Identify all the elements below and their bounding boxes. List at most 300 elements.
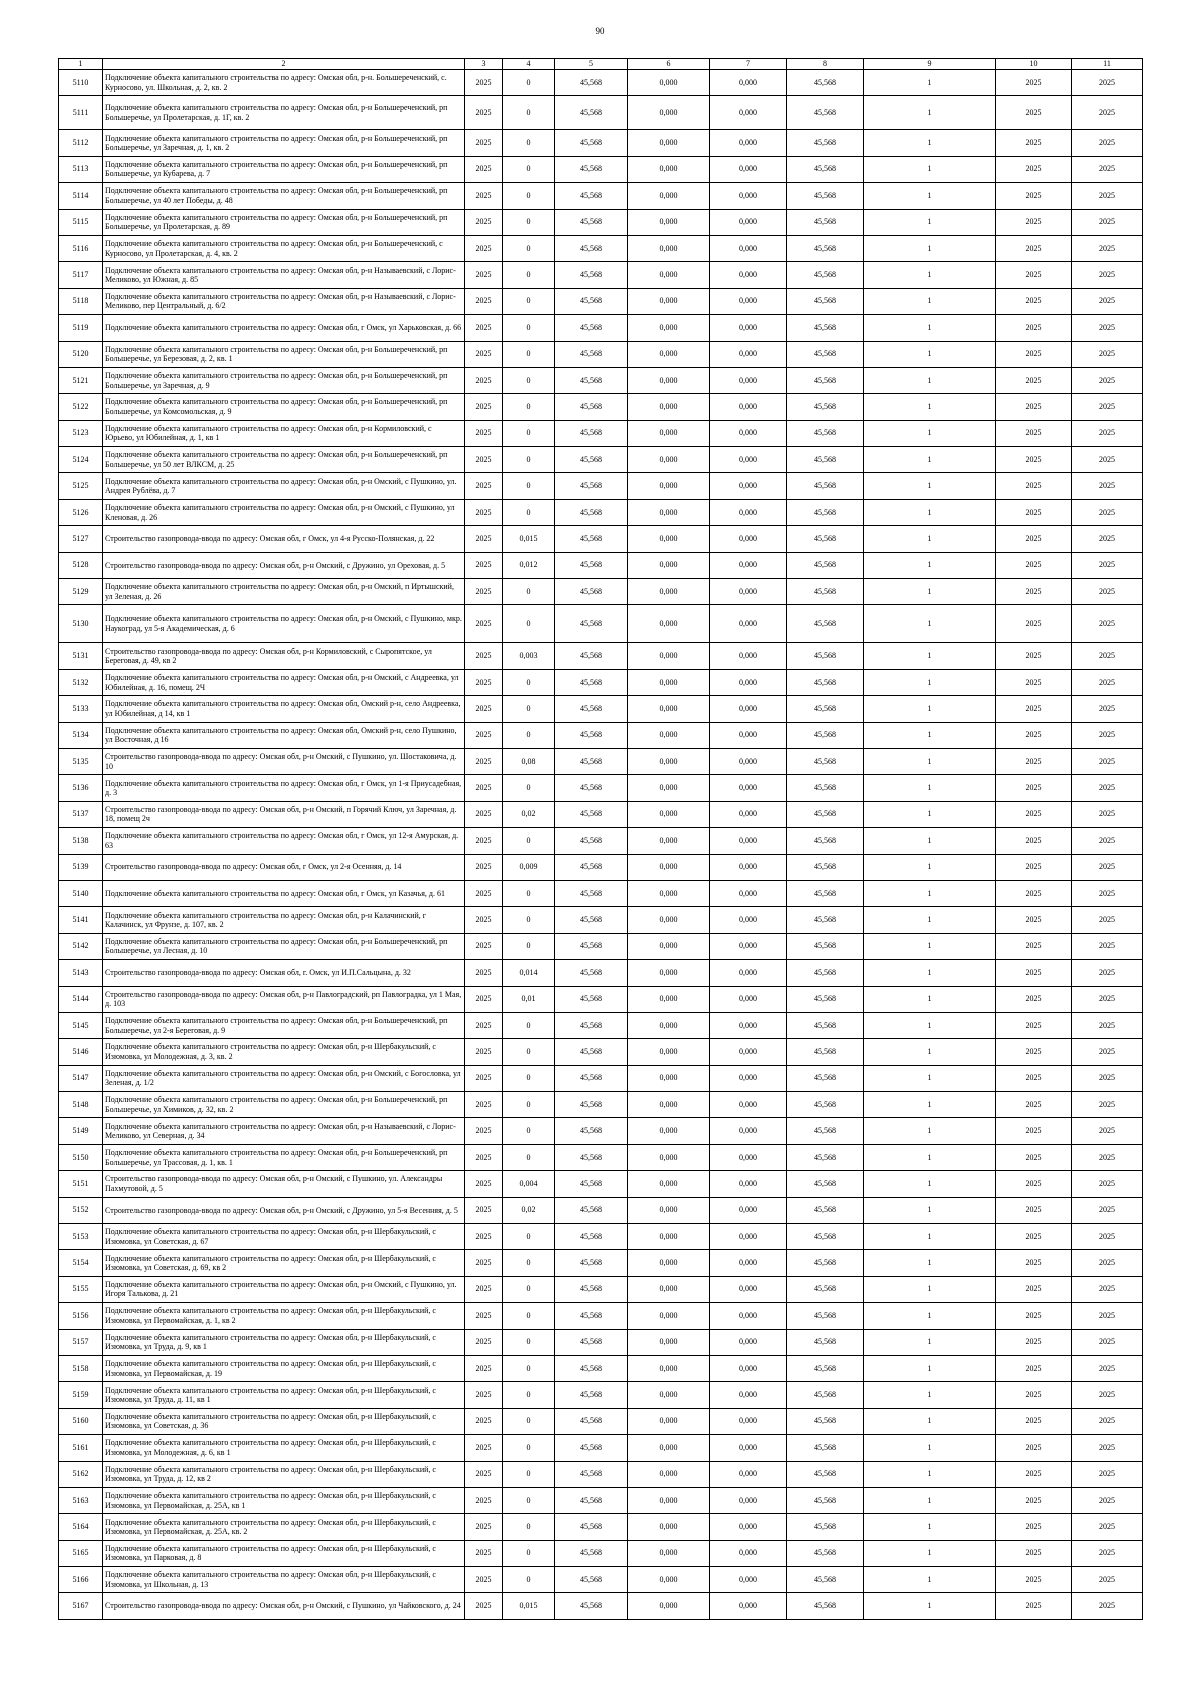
cell-year-start: 2025 (465, 605, 503, 643)
cell-cost-col6: 0,000 (628, 1224, 710, 1250)
cell-row-number: 5142 (59, 933, 103, 959)
cell-cost-col7: 0,000 (710, 1461, 787, 1487)
cell-cost-col8: 45,568 (787, 854, 864, 880)
cell-cost-col7: 0,000 (710, 907, 787, 933)
cell-length: 0 (503, 367, 555, 393)
cell-cost-col6: 0,000 (628, 1567, 710, 1593)
cell-length: 0 (503, 130, 555, 156)
cell-cost-col7: 0,000 (710, 1250, 787, 1276)
cell-cost-col6: 0,000 (628, 262, 710, 288)
cell-length: 0 (503, 669, 555, 695)
cell-row-number: 5115 (59, 209, 103, 235)
cell-row-number: 5144 (59, 986, 103, 1012)
cell-year-end: 2025 (1072, 262, 1143, 288)
cell-quantity: 1 (864, 801, 996, 827)
cell-length: 0,02 (503, 801, 555, 827)
cell-quantity: 1 (864, 1487, 996, 1513)
cell-cost-col8: 45,568 (787, 933, 864, 959)
cell-quantity: 1 (864, 473, 996, 499)
cell-quantity: 1 (864, 1250, 996, 1276)
table-body (59, 70, 1143, 1620)
cell-length: 0 (503, 1355, 555, 1381)
cell-cost-total: 45,568 (555, 828, 628, 854)
cell-year-end: 2025 (1072, 1118, 1143, 1144)
cell-year-start: 2025 (465, 696, 503, 722)
cell-row-number: 5131 (59, 643, 103, 669)
table-row (59, 1408, 1143, 1434)
cell-description: Подключение объекта капитального строительства по адресу: Омская обл, р-н Большереченский, рп Большеречье, ул 2-я Береговая, д. 9 (103, 1012, 465, 1038)
cell-year-end: 2025 (1072, 775, 1143, 801)
cell-cost-col8: 45,568 (787, 1276, 864, 1302)
cell-cost-col6: 0,000 (628, 1144, 710, 1170)
cell-length: 0 (503, 1329, 555, 1355)
cell-cost-total: 45,568 (555, 526, 628, 552)
cell-cost-col6: 0,000 (628, 1408, 710, 1434)
cell-year-begin: 2025 (996, 854, 1072, 880)
cell-year-end: 2025 (1072, 183, 1143, 209)
cell-year-end: 2025 (1072, 156, 1143, 182)
cell-quantity: 1 (864, 367, 996, 393)
cell-year-begin: 2025 (996, 1514, 1072, 1540)
table-row (59, 394, 1143, 420)
cell-description: Подключение объекта капитального строительства по адресу: Омская обл, р-н Шербакульский, с Изюмовка, ул Советская, д. 67 (103, 1224, 465, 1250)
cell-row-number: 5121 (59, 367, 103, 393)
cell-length: 0,02 (503, 1197, 555, 1223)
cell-row-number: 5110 (59, 70, 103, 96)
cell-cost-col8: 45,568 (787, 1540, 864, 1566)
cell-quantity: 1 (864, 1224, 996, 1250)
table-row (59, 1171, 1143, 1197)
cell-description: Подключение объекта капитального строительства по адресу: Омская обл, Омский р-н, село Пушкино, ул Восточная, д 16 (103, 722, 465, 748)
cell-cost-col6: 0,000 (628, 960, 710, 986)
column-header: 7 (710, 59, 787, 70)
cell-cost-col7: 0,000 (710, 1065, 787, 1091)
cell-year-start: 2025 (465, 1118, 503, 1144)
cell-cost-col7: 0,000 (710, 1487, 787, 1513)
cell-cost-total: 45,568 (555, 1408, 628, 1434)
cell-year-end: 2025 (1072, 1355, 1143, 1381)
cell-row-number: 5156 (59, 1303, 103, 1329)
cell-description: Подключение объекта капитального строительства по адресу: Омская обл, р-н Шербакульский, с Изюмовка, ул Первомайская, д. 25А, кв 1 (103, 1487, 465, 1513)
table-row (59, 1276, 1143, 1302)
cell-quantity: 1 (864, 1092, 996, 1118)
cell-cost-col7: 0,000 (710, 1118, 787, 1144)
cell-year-end: 2025 (1072, 1171, 1143, 1197)
table-row (59, 156, 1143, 182)
cell-quantity: 1 (864, 288, 996, 314)
cell-cost-col7: 0,000 (710, 775, 787, 801)
cell-row-number: 5159 (59, 1382, 103, 1408)
cell-year-begin: 2025 (996, 447, 1072, 473)
cell-year-start: 2025 (465, 394, 503, 420)
cell-cost-total: 45,568 (555, 1224, 628, 1250)
cell-year-start: 2025 (465, 1012, 503, 1038)
cell-row-number: 5155 (59, 1276, 103, 1302)
cell-row-number: 5117 (59, 262, 103, 288)
cell-length: 0 (503, 1250, 555, 1276)
cell-cost-col8: 45,568 (787, 722, 864, 748)
cell-year-start: 2025 (465, 1540, 503, 1566)
cell-cost-col7: 0,000 (710, 1435, 787, 1461)
cell-description: Подключение объекта капитального строительства по адресу: Омская обл, р-н Большереченский, рп Большеречье, ул Кубарева, д. 7 (103, 156, 465, 182)
cell-length: 0 (503, 1303, 555, 1329)
cell-year-end: 2025 (1072, 235, 1143, 261)
cell-year-start: 2025 (465, 907, 503, 933)
cell-year-start: 2025 (465, 1276, 503, 1302)
cell-cost-col8: 45,568 (787, 1593, 864, 1619)
cell-description: Подключение объекта капитального строительства по адресу: Омская обл, р-н Омский, с Пушкино, ул. Игоря Талькова, д. 21 (103, 1276, 465, 1302)
cell-year-begin: 2025 (996, 70, 1072, 96)
cell-year-end: 2025 (1072, 1039, 1143, 1065)
cell-cost-col7: 0,000 (710, 1012, 787, 1038)
cell-description: Подключение объекта капитального строительства по адресу: Омская обл, г Омск, ул Харьковская, д. 66 (103, 315, 465, 341)
cell-year-start: 2025 (465, 1039, 503, 1065)
cell-year-end: 2025 (1072, 1593, 1143, 1619)
cell-year-start: 2025 (465, 1329, 503, 1355)
cell-cost-col6: 0,000 (628, 447, 710, 473)
cell-description: Строительство газопровода-ввода по адресу: Омская обл, г Омск, ул 4-я Русско-Полянская, д. 22 (103, 526, 465, 552)
table-row (59, 579, 1143, 605)
cell-length: 0,014 (503, 960, 555, 986)
cell-length: 0 (503, 696, 555, 722)
cell-quantity: 1 (864, 1435, 996, 1461)
cell-row-number: 5165 (59, 1540, 103, 1566)
cell-cost-total: 45,568 (555, 499, 628, 525)
cell-length: 0,009 (503, 854, 555, 880)
cell-row-number: 5152 (59, 1197, 103, 1223)
cell-year-begin: 2025 (996, 669, 1072, 695)
cell-description: Подключение объекта капитального строительства по адресу: Омская обл, р-н Шербакульский, с Изюмовка, ул Молодежная, д. 6, кв 1 (103, 1435, 465, 1461)
cell-year-end: 2025 (1072, 96, 1143, 130)
cell-year-start: 2025 (465, 643, 503, 669)
cell-cost-col6: 0,000 (628, 1593, 710, 1619)
table-row (59, 1250, 1143, 1276)
cell-year-start: 2025 (465, 156, 503, 182)
cell-cost-col6: 0,000 (628, 341, 710, 367)
cell-year-end: 2025 (1072, 288, 1143, 314)
cell-row-number: 5130 (59, 605, 103, 643)
table-row (59, 1355, 1143, 1381)
cell-quantity: 1 (864, 828, 996, 854)
cell-year-start: 2025 (465, 801, 503, 827)
cell-year-end: 2025 (1072, 1224, 1143, 1250)
cell-cost-col6: 0,000 (628, 1276, 710, 1302)
cell-year-start: 2025 (465, 854, 503, 880)
cell-quantity: 1 (864, 1593, 996, 1619)
table-row (59, 209, 1143, 235)
cell-cost-total: 45,568 (555, 447, 628, 473)
cell-year-begin: 2025 (996, 722, 1072, 748)
cell-cost-total: 45,568 (555, 669, 628, 695)
cell-cost-col6: 0,000 (628, 1355, 710, 1381)
cell-cost-col6: 0,000 (628, 156, 710, 182)
cell-cost-total: 45,568 (555, 1487, 628, 1513)
cell-row-number: 5136 (59, 775, 103, 801)
cell-description: Подключение объекта капитального строительства по адресу: Омская обл, р-н Шербакульский, с Изюмовка, ул Советская, д. 69, кв 2 (103, 1250, 465, 1276)
table-row (59, 499, 1143, 525)
cell-cost-total: 45,568 (555, 288, 628, 314)
table-row (59, 722, 1143, 748)
cell-year-end: 2025 (1072, 605, 1143, 643)
cell-quantity: 1 (864, 1461, 996, 1487)
table-row (59, 1487, 1143, 1513)
cell-quantity: 1 (864, 183, 996, 209)
cell-year-begin: 2025 (996, 907, 1072, 933)
cell-cost-total: 45,568 (555, 643, 628, 669)
cell-cost-col7: 0,000 (710, 1408, 787, 1434)
cell-year-end: 2025 (1072, 828, 1143, 854)
cell-year-end: 2025 (1072, 748, 1143, 774)
column-header: 5 (555, 59, 628, 70)
cell-quantity: 1 (864, 1355, 996, 1381)
cell-cost-col6: 0,000 (628, 880, 710, 906)
cell-description: Подключение объекта капитального строительства по адресу: Омская обл, р-н Называевский, с Лорис-Меликово, ул Южная, д. 85 (103, 262, 465, 288)
cell-length: 0,01 (503, 986, 555, 1012)
cell-cost-col6: 0,000 (628, 1382, 710, 1408)
cell-cost-total: 45,568 (555, 1567, 628, 1593)
cell-description: Подключение объекта капитального строительства по адресу: Омская обл, р-н Шербакульский, с Изюмовка, ул Парковая, д. 8 (103, 1540, 465, 1566)
cell-row-number: 5113 (59, 156, 103, 182)
cell-year-start: 2025 (465, 1092, 503, 1118)
cell-year-start: 2025 (465, 1303, 503, 1329)
cell-cost-col7: 0,000 (710, 394, 787, 420)
cell-year-start: 2025 (465, 1593, 503, 1619)
cell-year-begin: 2025 (996, 1408, 1072, 1434)
cell-cost-col7: 0,000 (710, 1171, 787, 1197)
cell-cost-col6: 0,000 (628, 748, 710, 774)
cell-year-begin: 2025 (996, 341, 1072, 367)
cell-year-end: 2025 (1072, 907, 1143, 933)
cell-year-start: 2025 (465, 1197, 503, 1223)
table-row (59, 1567, 1143, 1593)
cell-length: 0 (503, 1224, 555, 1250)
cell-row-number: 5160 (59, 1408, 103, 1434)
table-row (59, 1144, 1143, 1170)
cell-cost-total: 45,568 (555, 1514, 628, 1540)
cell-quantity: 1 (864, 1514, 996, 1540)
cell-cost-col7: 0,000 (710, 1514, 787, 1540)
cell-length: 0,003 (503, 643, 555, 669)
cell-description: Подключение объекта капитального строительства по адресу: Омская обл, р-н Калачинский, г Калачинск, ул Фрунзе, д. 107, кв. 2 (103, 907, 465, 933)
cell-quantity: 1 (864, 748, 996, 774)
cell-year-start: 2025 (465, 183, 503, 209)
cell-cost-col6: 0,000 (628, 1197, 710, 1223)
cell-cost-col8: 45,568 (787, 880, 864, 906)
cell-year-begin: 2025 (996, 1012, 1072, 1038)
table-row (59, 1224, 1143, 1250)
cell-description: Подключение объекта капитального строительства по адресу: Омская обл, р-н Большереченский, рп Большеречье, ул Комсомольская, д. 9 (103, 394, 465, 420)
cell-cost-col8: 45,568 (787, 447, 864, 473)
column-header: 4 (503, 59, 555, 70)
cell-year-start: 2025 (465, 473, 503, 499)
cell-cost-col8: 45,568 (787, 1197, 864, 1223)
table-row (59, 643, 1143, 669)
cell-quantity: 1 (864, 1303, 996, 1329)
table-row (59, 1382, 1143, 1408)
cell-year-begin: 2025 (996, 1118, 1072, 1144)
cell-length: 0 (503, 907, 555, 933)
cell-quantity: 1 (864, 933, 996, 959)
cell-cost-col7: 0,000 (710, 209, 787, 235)
cell-cost-total: 45,568 (555, 696, 628, 722)
cell-cost-col7: 0,000 (710, 315, 787, 341)
cell-cost-col6: 0,000 (628, 420, 710, 446)
cell-year-start: 2025 (465, 1224, 503, 1250)
cell-row-number: 5166 (59, 1567, 103, 1593)
cell-length: 0 (503, 1567, 555, 1593)
cell-length: 0 (503, 209, 555, 235)
cell-cost-col8: 45,568 (787, 1144, 864, 1170)
cell-row-number: 5126 (59, 499, 103, 525)
cell-year-start: 2025 (465, 669, 503, 695)
cell-year-begin: 2025 (996, 1092, 1072, 1118)
cell-cost-total: 45,568 (555, 986, 628, 1012)
cell-year-end: 2025 (1072, 1514, 1143, 1540)
cell-year-end: 2025 (1072, 1408, 1143, 1434)
cell-year-end: 2025 (1072, 1197, 1143, 1223)
cell-quantity: 1 (864, 156, 996, 182)
cell-year-end: 2025 (1072, 986, 1143, 1012)
cell-year-begin: 2025 (996, 1593, 1072, 1619)
cell-cost-col7: 0,000 (710, 70, 787, 96)
cell-year-begin: 2025 (996, 643, 1072, 669)
cell-cost-col8: 45,568 (787, 156, 864, 182)
table-row (59, 367, 1143, 393)
cell-year-begin: 2025 (996, 1329, 1072, 1355)
cell-row-number: 5139 (59, 854, 103, 880)
cell-row-number: 5154 (59, 1250, 103, 1276)
cell-cost-col8: 45,568 (787, 1065, 864, 1091)
cell-year-end: 2025 (1072, 1250, 1143, 1276)
cell-year-end: 2025 (1072, 526, 1143, 552)
cell-year-end: 2025 (1072, 801, 1143, 827)
table-row (59, 96, 1143, 130)
cell-length: 0 (503, 96, 555, 130)
cell-cost-total: 45,568 (555, 1250, 628, 1276)
cell-length: 0 (503, 473, 555, 499)
table-row (59, 605, 1143, 643)
cell-year-start: 2025 (465, 1250, 503, 1276)
cell-cost-total: 45,568 (555, 579, 628, 605)
cell-length: 0 (503, 1276, 555, 1302)
cell-quantity: 1 (864, 1276, 996, 1302)
cell-year-begin: 2025 (996, 473, 1072, 499)
cell-cost-col6: 0,000 (628, 854, 710, 880)
cell-row-number: 5149 (59, 1118, 103, 1144)
cell-cost-col7: 0,000 (710, 643, 787, 669)
cell-cost-col8: 45,568 (787, 420, 864, 446)
cell-cost-col7: 0,000 (710, 1039, 787, 1065)
cell-cost-col8: 45,568 (787, 801, 864, 827)
cell-description: Подключение объекта капитального строительства по адресу: Омская обл, р-н Шербакульский, с Изюмовка, ул Труда, д. 12, кв 2 (103, 1461, 465, 1487)
cell-year-start: 2025 (465, 70, 503, 96)
cell-cost-total: 45,568 (555, 130, 628, 156)
cell-year-end: 2025 (1072, 1065, 1143, 1091)
cell-year-begin: 2025 (996, 235, 1072, 261)
column-header: 9 (864, 59, 996, 70)
cell-description: Строительство газопровода-ввода по адресу: Омская обл, р-н Омский, с Пушкино, ул Чайковского, д. 24 (103, 1593, 465, 1619)
cell-cost-col7: 0,000 (710, 801, 787, 827)
cell-cost-col7: 0,000 (710, 669, 787, 695)
cell-year-end: 2025 (1072, 579, 1143, 605)
cell-cost-col8: 45,568 (787, 1303, 864, 1329)
cell-quantity: 1 (864, 854, 996, 880)
cell-row-number: 5133 (59, 696, 103, 722)
cell-cost-col6: 0,000 (628, 70, 710, 96)
cell-cost-col8: 45,568 (787, 1514, 864, 1540)
cell-cost-total: 45,568 (555, 367, 628, 393)
cell-description: Строительство газопровода-ввода по адресу: Омская обл, г. Омск, ул И.П.Сальцына, д. 32 (103, 960, 465, 986)
cell-description: Подключение объекта капитального строительства по адресу: Омская обл, р-н Омский, с Пушкино, ул Кленовая, д. 26 (103, 499, 465, 525)
cell-quantity: 1 (864, 1329, 996, 1355)
cell-year-end: 2025 (1072, 1540, 1143, 1566)
cell-cost-total: 45,568 (555, 473, 628, 499)
cell-cost-col7: 0,000 (710, 1567, 787, 1593)
table-row (59, 960, 1143, 986)
cell-row-number: 5164 (59, 1514, 103, 1540)
cell-cost-total: 45,568 (555, 907, 628, 933)
cell-cost-col6: 0,000 (628, 579, 710, 605)
cell-cost-total: 45,568 (555, 775, 628, 801)
cell-row-number: 5140 (59, 880, 103, 906)
cell-length: 0 (503, 1118, 555, 1144)
cell-year-begin: 2025 (996, 960, 1072, 986)
cell-cost-col6: 0,000 (628, 315, 710, 341)
cell-row-number: 5141 (59, 907, 103, 933)
table-row (59, 315, 1143, 341)
cell-year-start: 2025 (465, 579, 503, 605)
cell-year-end: 2025 (1072, 1435, 1143, 1461)
cell-row-number: 5163 (59, 1487, 103, 1513)
cell-cost-col8: 45,568 (787, 1092, 864, 1118)
cell-length: 0 (503, 1144, 555, 1170)
cell-quantity: 1 (864, 130, 996, 156)
cell-year-end: 2025 (1072, 473, 1143, 499)
table-row (59, 1303, 1143, 1329)
cell-description: Подключение объекта капитального строительства по адресу: Омская обл, р-н Омский, с Пушкино, ул. Андрея Рублёва, д. 7 (103, 473, 465, 499)
cell-cost-col6: 0,000 (628, 1329, 710, 1355)
cell-year-start: 2025 (465, 1461, 503, 1487)
column-header: 8 (787, 59, 864, 70)
cell-cost-col7: 0,000 (710, 1276, 787, 1302)
cell-year-start: 2025 (465, 1435, 503, 1461)
cell-quantity: 1 (864, 775, 996, 801)
cell-cost-total: 45,568 (555, 1118, 628, 1144)
cell-length: 0 (503, 1039, 555, 1065)
cell-cost-col7: 0,000 (710, 499, 787, 525)
cell-row-number: 5138 (59, 828, 103, 854)
cell-quantity: 1 (864, 696, 996, 722)
cell-description: Подключение объекта капитального строительства по адресу: Омская обл, Омский р-н, село Андреевка, ул Юбилейная, д 14, кв 1 (103, 696, 465, 722)
cell-cost-col8: 45,568 (787, 1250, 864, 1276)
cell-cost-total: 45,568 (555, 854, 628, 880)
cell-cost-col8: 45,568 (787, 130, 864, 156)
cell-year-start: 2025 (465, 262, 503, 288)
cell-description: Подключение объекта капитального строительства по адресу: Омская обл, р-н Кормиловский, с Юрьево, ул Юбилейная, д. 1, кв 1 (103, 420, 465, 446)
cell-length: 0 (503, 1514, 555, 1540)
cell-description: Подключение объекта капитального строительства по адресу: Омская обл, р-н Омский, с Пушкино, мкр. Наукоград, ул 5-я Академическая, д. 6 (103, 605, 465, 643)
cell-description: Строительство газопровода-ввода по адресу: Омская обл, р-н Омский, с Дружино, ул 5-я Весенняя, д. 5 (103, 1197, 465, 1223)
cell-cost-col7: 0,000 (710, 1303, 787, 1329)
cell-row-number: 5128 (59, 552, 103, 578)
cell-cost-col6: 0,000 (628, 986, 710, 1012)
table-row (59, 1329, 1143, 1355)
table-row (59, 1593, 1143, 1619)
cell-year-end: 2025 (1072, 367, 1143, 393)
table-row (59, 552, 1143, 578)
cell-year-end: 2025 (1072, 209, 1143, 235)
cell-cost-col7: 0,000 (710, 1329, 787, 1355)
